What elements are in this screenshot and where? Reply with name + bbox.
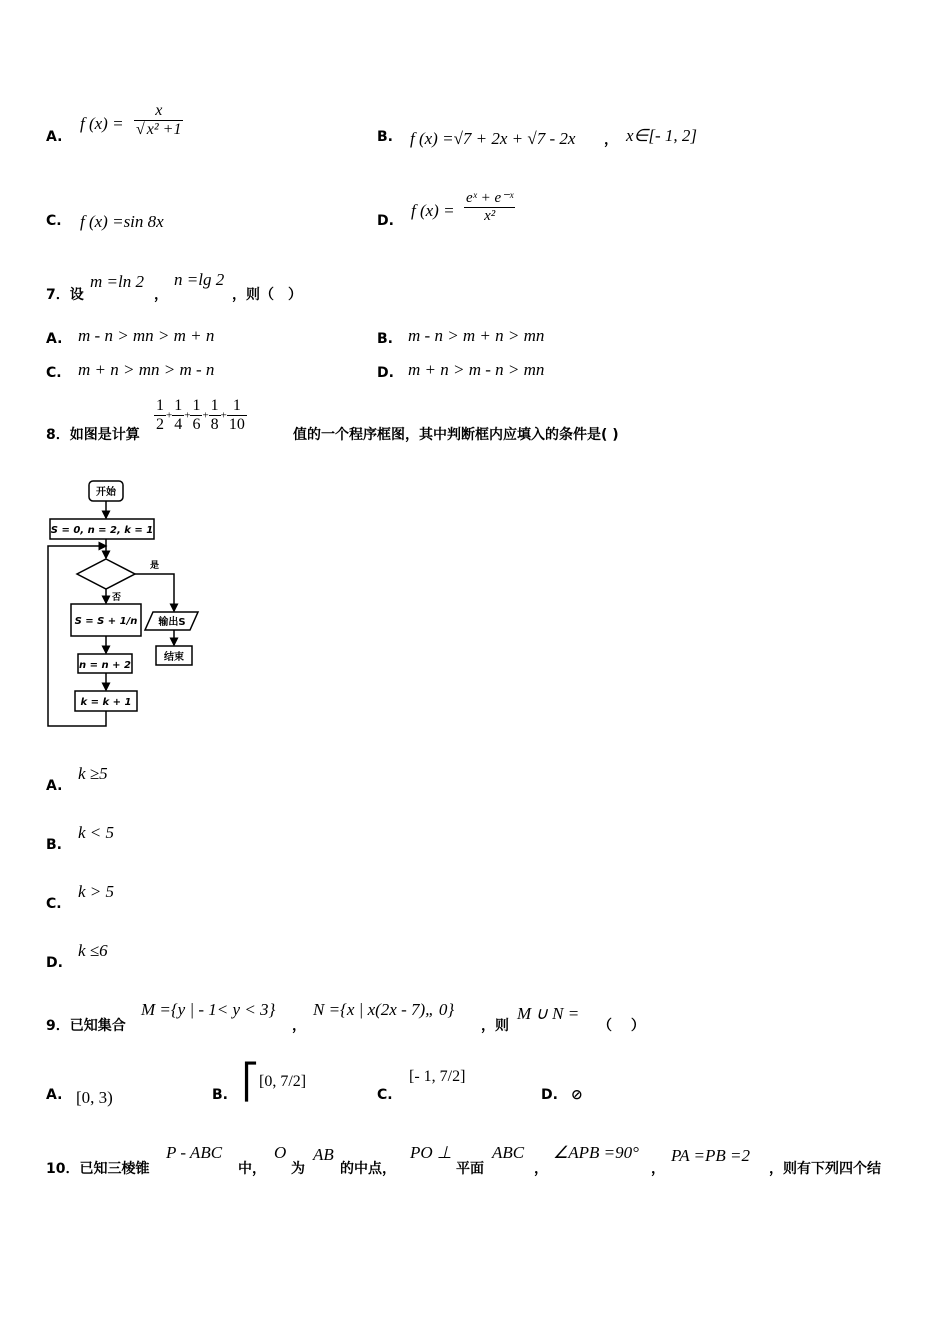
q8-option-b-expr: k < 5 (78, 823, 115, 842)
q8-fraction-term: $\frac{1}{4}$ (174, 397, 183, 433)
q9-option-d-label: D. (541, 1087, 558, 1103)
q10-t4: 平面 (456, 1161, 484, 1177)
q10-pyramid: P - ABC (166, 1143, 223, 1162)
flow-update-k-text: k = k + 1 (80, 697, 132, 708)
q10-t6: ， (651, 1161, 665, 1177)
flow-yes-label: 是 (150, 561, 160, 571)
q10-t5: ， (534, 1161, 548, 1177)
q6-option-c-label: C. (46, 213, 62, 229)
q7-option-c-label: C. (46, 365, 62, 381)
q8-option-a-label: A. (46, 778, 63, 794)
q9-option-c-expr (409, 1062, 465, 1088)
q7-option-d-expr: m + n > m - n > mn (408, 360, 545, 379)
q9-option-a-expr: [0, 3) (76, 1088, 113, 1107)
q9-option-b-interval: [0, 7/2] (259, 1073, 307, 1090)
flow-decision (77, 559, 135, 589)
q8-suffix: 值的一个程序框图，其中判断框内应填入的条件是( ) (293, 427, 619, 443)
q10-angle: ∠APB =90° (553, 1143, 639, 1162)
q7-option-b-expr: m - n > m + n > mn (408, 326, 545, 345)
flow-init-text: S = 0, n = 2, k = 1 (50, 525, 154, 536)
flow-end-text: 结束 (164, 652, 184, 663)
q7-n-definition: n =lg 2 (174, 270, 225, 289)
q8-option-b-label: B. (46, 837, 62, 853)
q8-fraction-sum (154, 397, 247, 434)
flow-update-s-text: S = S + 1/n (74, 616, 138, 627)
q8-option-c-label: C. (46, 896, 62, 912)
q6-option-d-num: eˣ + e⁻ˣ (466, 190, 514, 206)
q6-option-b-expr: f (x) =√7 + 2x + √7 - 2x (410, 129, 576, 148)
q9-set-m: M ={y | - 1< y < 3} (141, 1000, 276, 1019)
flow-output-text: 输出S (158, 617, 186, 628)
q8-fraction-term: $\frac{1}{10}$ (228, 397, 245, 433)
q7-tail: ，则（ ） (232, 287, 302, 303)
flow-start-text: 开始 (96, 487, 116, 498)
q7-separator: ， (154, 287, 168, 303)
q6-option-d-lhs: f (x) = (411, 201, 455, 220)
q6-option-d-fraction (464, 188, 515, 225)
q10-t2: 为 (291, 1161, 305, 1177)
q9-tail2: （ ） (598, 1018, 645, 1034)
q6-option-b-domain: x∈[- 1, 2] (626, 126, 697, 145)
q8-option-d-label: D. (46, 955, 63, 971)
q8-plus-sign: + (184, 409, 191, 422)
q9-option-c-interval: [- 1, 7/2] (409, 1067, 466, 1085)
q9-prefix: 9．已知集合 (46, 1018, 126, 1034)
q8-fraction-term: $\frac{1}{2}$ (156, 397, 164, 433)
q10-ab: AB (313, 1145, 334, 1164)
q7-m-definition: m =ln 2 (90, 272, 144, 291)
q8-plus-sign: + (202, 409, 209, 422)
q6-option-a-label: A. (46, 129, 63, 145)
q9-separator: ， (292, 1018, 306, 1034)
q10-prefix: 10．已知三棱锥 (46, 1161, 150, 1177)
q8-plus-sign: + (220, 409, 227, 422)
q8-option-d-expr: k ≤6 (78, 941, 108, 960)
q6-option-a-fraction (134, 102, 183, 139)
q9-option-b-label: B. (212, 1087, 228, 1103)
q6-option-a-den: √ x² +1 (136, 121, 182, 138)
q9-option-a-label: A. (46, 1087, 63, 1103)
q10-lengths: PA =PB =2 (671, 1146, 750, 1165)
q6-option-a-lhs: f (x) = (80, 114, 124, 133)
q7-option-a-expr: m - n > mn > m + n (78, 326, 215, 345)
q10-t3: 的中点， (340, 1161, 396, 1177)
q9-tail1: ，则 (481, 1018, 509, 1034)
q6-option-b-sep: ， (604, 132, 618, 148)
q9-option-c-label: C. (377, 1087, 393, 1103)
q9-option-d-expr: ⊘ (571, 1087, 583, 1103)
q9-option-b-expr: ⎡[0, 7/2] (242, 1064, 307, 1101)
q7-option-d-label: D. (377, 365, 394, 381)
q6-option-a-num: x (155, 102, 163, 119)
q10-po: PO ⊥ (410, 1143, 452, 1162)
q6-option-c-expr: f (x) =sin 8x (80, 212, 164, 231)
q10-t1: 中， (238, 1161, 266, 1177)
q8-option-c-expr: k > 5 (78, 882, 115, 901)
flow-no-label: 否 (112, 593, 122, 603)
q8-plus-sign: + (166, 409, 173, 422)
q8-option-a-expr: k ≥5 (78, 764, 108, 783)
flowchart (40, 478, 210, 733)
q10-t7: ，则有下列四个结 (769, 1161, 881, 1177)
q8-prefix: 8．如图是计算 (46, 427, 140, 443)
q6-option-b-label: B. (377, 129, 393, 145)
q7-option-b-label: B. (377, 331, 393, 347)
q6-option-d-den: x² (464, 207, 515, 225)
q8-fraction-term: $\frac{1}{6}$ (192, 397, 201, 433)
q7-option-a-label: A. (46, 331, 63, 347)
q8-fraction-term: $\frac{1}{8}$ (210, 397, 219, 433)
q7-number: 7．设 (46, 287, 84, 303)
flow-update-n-text: n = n + 2 (79, 660, 131, 671)
q10-abc: ABC (492, 1143, 525, 1162)
q6-option-d-label: D. (377, 213, 394, 229)
q7-option-c-expr: m + n > mn > m - n (78, 360, 215, 379)
q9-set-n: N ={x | x(2x - 7)„ 0} (313, 1000, 455, 1019)
q9-union-expr: M ∪ N = (517, 1004, 580, 1023)
q10-o: O (274, 1143, 287, 1162)
